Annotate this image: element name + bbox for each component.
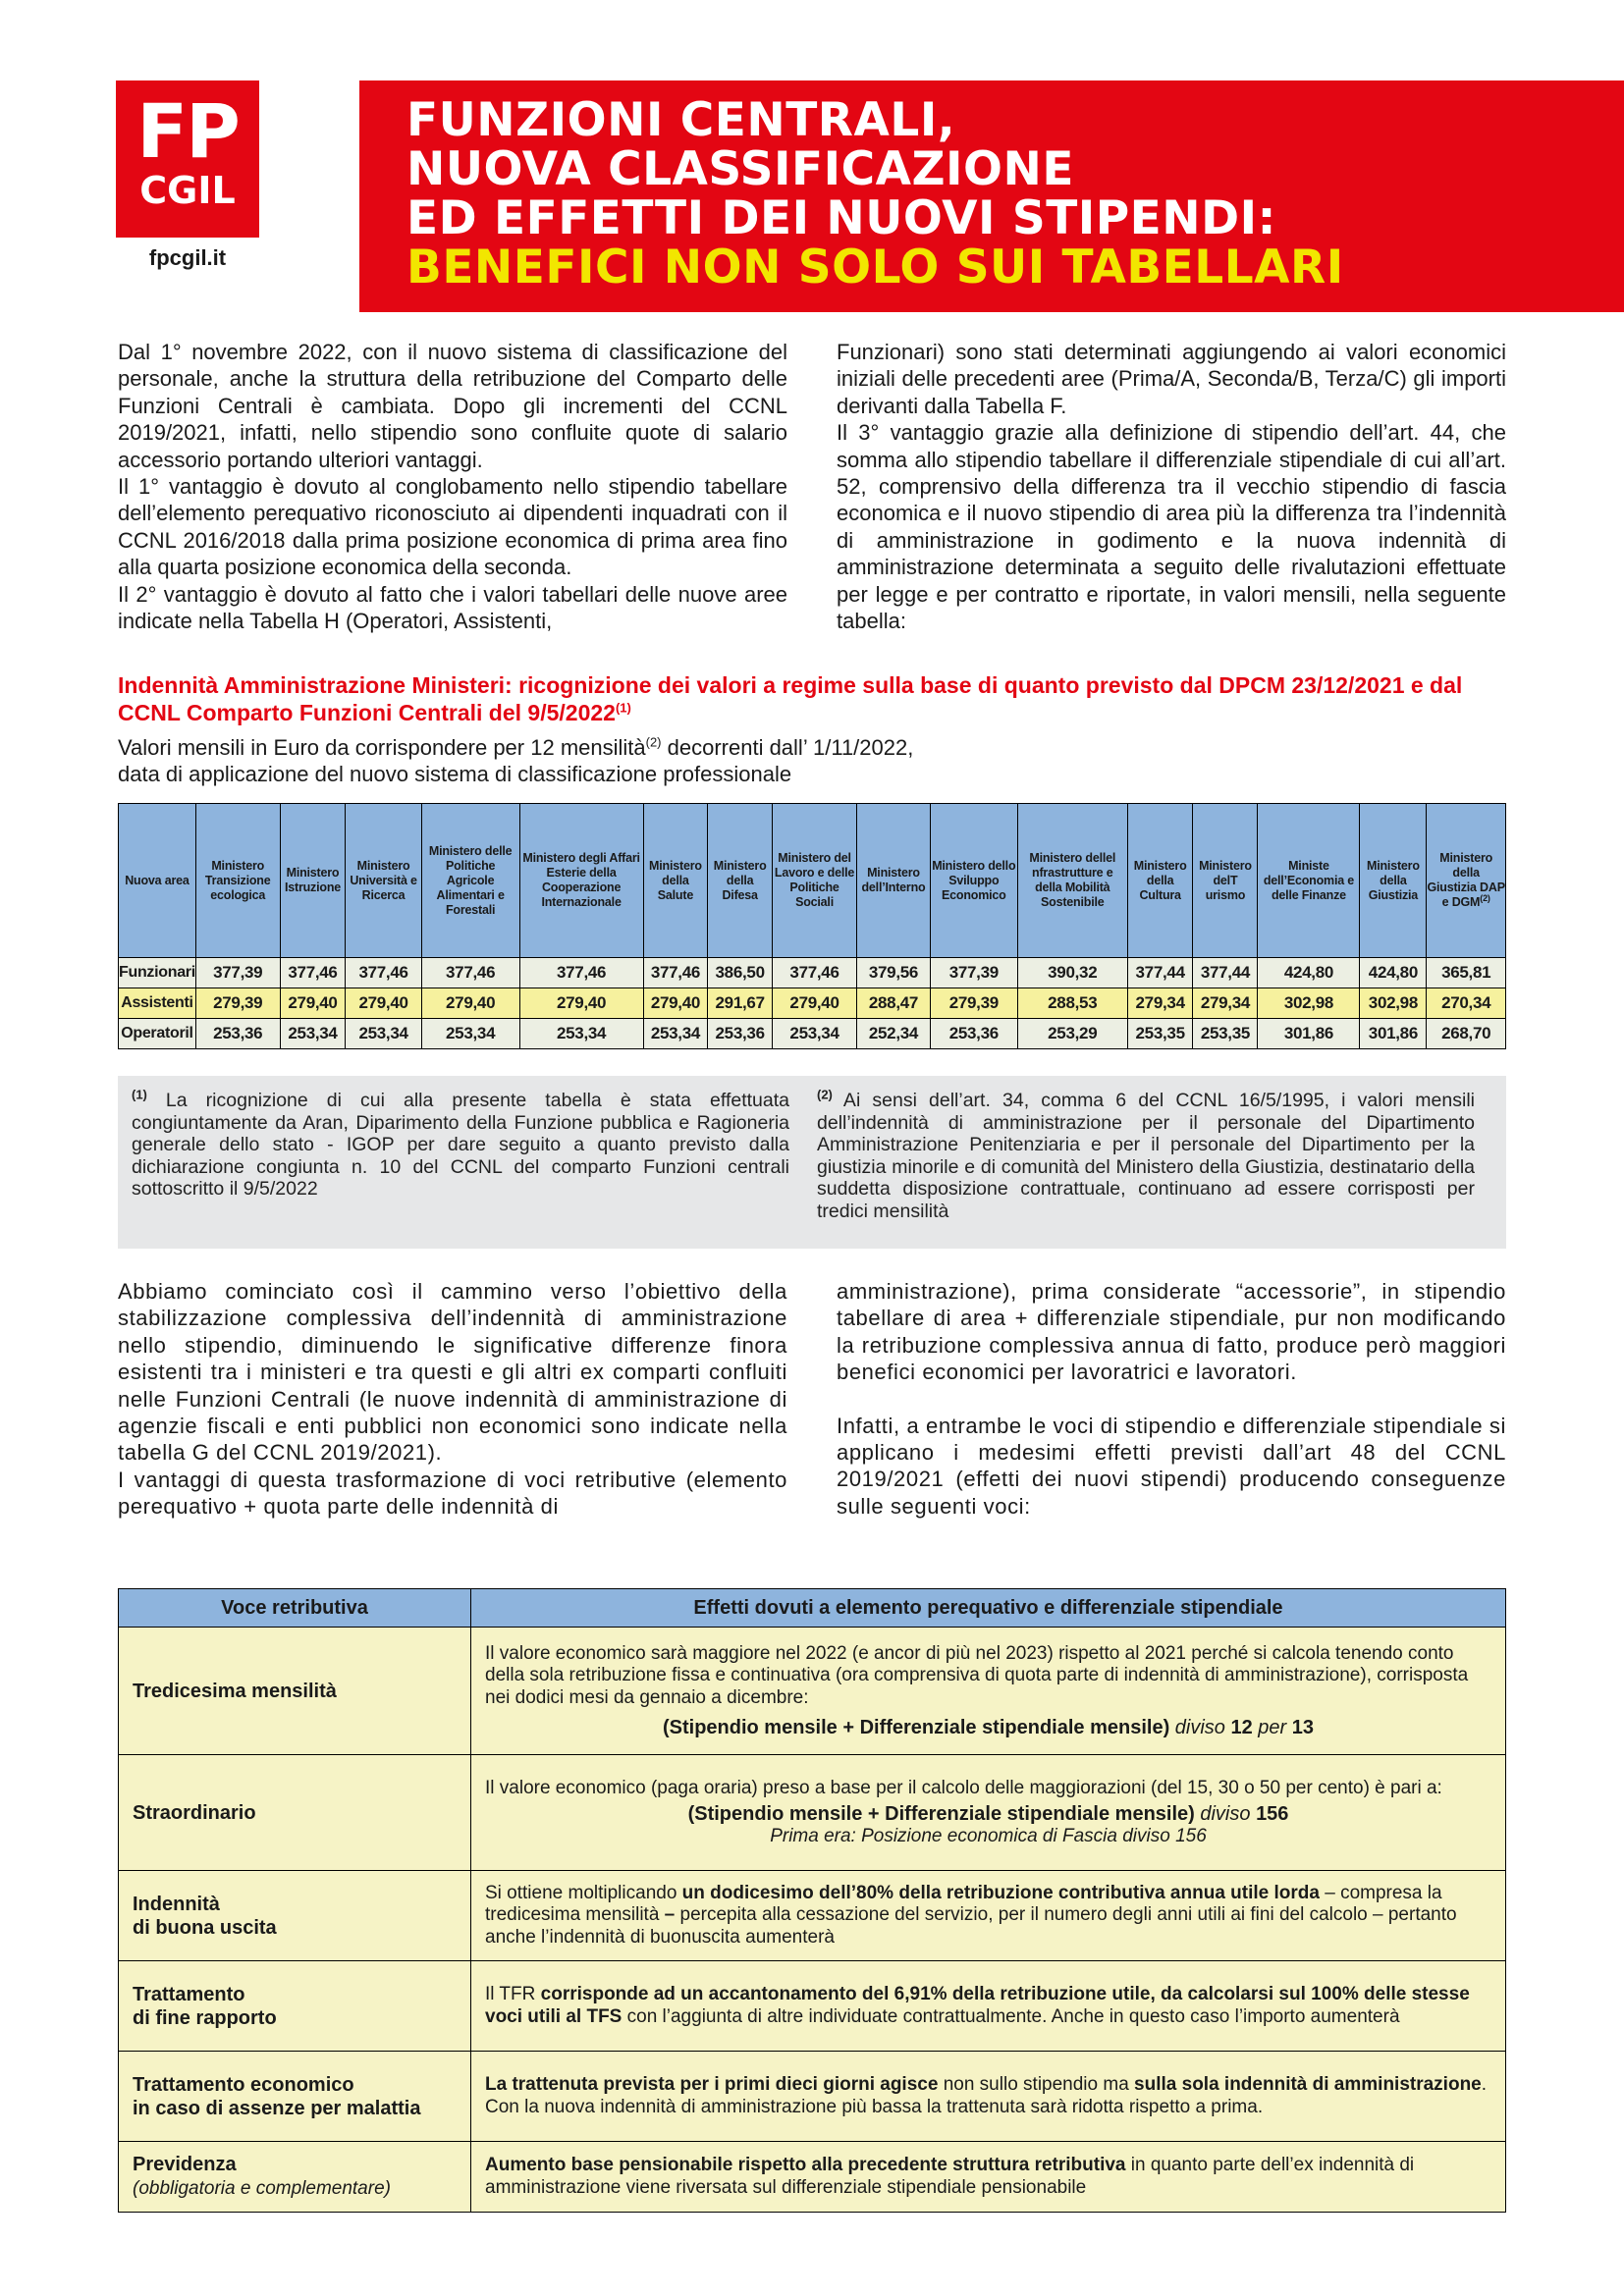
table-cell: 377,44 [1193, 958, 1258, 988]
header-cell [519, 804, 643, 958]
table-cell: 253,34 [643, 1019, 708, 1049]
body-paragraph: amministrazione), prima considerate “accessorie”, in stipendio tabellare di area + differenziale stipendiale, pur non modificando la retribuzione complessiva annua di fatto, produce però maggiori benefici economici per lavoratrici e lavoratori. [837, 1279, 1506, 1385]
header-cell-text: Ministero Istruzione [284, 866, 342, 894]
intro-paragraph: Funzionari) sono stati determinati aggiungendo ai valori economici iniziali delle precedenti aree (Prima/A, Seconda/B, Terza/C) gli importi derivanti dalla Tabella F. [837, 340, 1506, 418]
table-cell: 253,34 [773, 1019, 857, 1049]
header-cell [643, 804, 708, 958]
title-line-1: FUNZIONI CENTRALI, [406, 93, 956, 147]
table-header-row [119, 804, 1506, 958]
table-cell: 253,34 [519, 1019, 643, 1049]
text-run: non sullo stipendio ma [938, 2074, 1135, 2095]
table-cell: 279,40 [773, 988, 857, 1019]
header-cell-text: Ministero della Difesa [713, 858, 767, 902]
formula-note: Prima era: Posizione economica di Fascia diviso 156 [770, 1825, 1207, 1846]
text-run-bold: un dodicesimo dell’80% della retribuzione contributiva annua utile lorda [681, 1882, 1320, 1903]
voce-label-line: in caso di assenze per malattia [133, 2097, 421, 2119]
formula-number: 156 [1256, 1803, 1289, 1826]
table-cell: 377,46 [280, 958, 346, 988]
voce-label [119, 2142, 471, 2213]
intro-paragraph: Il 3° vantaggio grazie alla definizione di stipendio dell’art. 44, che somma allo stipendio tabellare il differenziale stipendiale di cui all’art. 52, comprensivo della differenza tra il vecchio stipendio di fascia economica e il nuovo stipendio di area più la differenza tra l’indennità di amministrazione in godimento e la nuova indennità di amministrazione determinata a seguito delle rivalutazioni effettuate per legge e per contratto e riportate, in valori mensili, nella seguente tabella: [837, 420, 1506, 634]
middle-left-column [118, 1278, 787, 1521]
effect-text [471, 1961, 1506, 2052]
text-run-bold: corrisponde ad un accantonamento del 6,91% della retribuzione utile, da calcolarsi sul 100% delle stesse voci utili al TFS [485, 1984, 1470, 2027]
header-cell: Nuova area [119, 804, 196, 958]
text-run: . [1481, 2074, 1488, 2095]
fp-cgil-logo [116, 80, 259, 238]
formula-bold: (Stipendio mensile + Differenziale stipendiale mensile) [687, 1803, 1195, 1826]
logo-fp-text: FP [136, 87, 239, 175]
site-url: fpcgil.it [148, 245, 227, 270]
voce-label: Tredicesima mensilità [119, 1628, 471, 1755]
table-cell: 270,34 [1427, 988, 1506, 1019]
table-cell: 301,86 [1258, 1019, 1360, 1049]
table-cell: 253,34 [280, 1019, 346, 1049]
header-effetti: Effetti dovuti a elemento perequativo e differenziale stipendiale [471, 1589, 1506, 1628]
voce-label-sub: (obbligatoria e complementare) [133, 2178, 391, 2199]
header-cell [1017, 804, 1127, 958]
table-cell: 377,46 [421, 958, 519, 988]
footnote-text: La ricognizione di cui alla presente tabella è stata effettuata congiuntamente da Aran, Diparimento della Funzione pubblica e Ragioneria generale dello stato - IGOP per dare seguito a quanto previsto dalla dichiarazione congiunta n. 10 del CCNL del comparto Funzioni centrali sottoscritto il 9/5/2022 [132, 1090, 789, 1201]
effect-paragraph: Il valore economico (paga oraria) preso a base per il calcolo delle maggiorazioni (del 15, 30 o 50 per cento) è pari a: [485, 1777, 1442, 1798]
row-tfr [119, 1961, 1506, 2052]
row-previdenza [119, 2142, 1506, 2213]
row-straordinario [119, 1755, 1506, 1871]
body-paragraph: Abbiamo cominciato così il cammino verso l’obiettivo della stabilizzazione complessiva dell’indennità di amministrazione nello stipendio, diminuendo le significative differenze finora esistenti tra i ministeri e tra questi e gli altri ex comparti confluiti nelle Funzioni Centrali (le nuove indennità di amministrazione di agenzie fiscali e enti pubblici non economici sono indicate nella tabella G del CCNL 2019/2021). [118, 1279, 787, 1466]
intro-paragraph: Il 2° vantaggio è dovuto al fatto che i valori tabellari delle nuove aree indicate nella Tabella H (Operatori, Assistenti, [118, 581, 787, 634]
voce-label-line: Indennità [133, 1893, 220, 1915]
header-cell [1193, 804, 1258, 958]
table-cell: 279,34 [1193, 988, 1258, 1019]
header-cell-text: Ministero Università e Ricerca [350, 858, 417, 902]
header-cell-text: Ministero dello Sviluppo Economico [932, 858, 1016, 902]
voce-label [119, 1871, 471, 1961]
header-cell-text: Ministero della Giustizia [1367, 858, 1420, 902]
title-line-3: ED EFFETTI DEI NUOVI STIPENDI: [406, 191, 1276, 245]
voce-label-line: Trattamento [133, 1983, 245, 2005]
table-cell: 301,86 [1360, 1019, 1427, 1049]
header-cell-text: Ministero della Giustizia DAP e DGM [1427, 851, 1505, 909]
table-title-text: Indennità Amministrazione Ministeri: ricognizione dei valori a regime sulla base di quanto previsto dal DPCM 23/12/2021 e dal CCNL Comparto Funzioni Centrali del 9/5/2022 [118, 672, 1463, 725]
footnote-2 [817, 1087, 1475, 1223]
header-cell-text: Ministero dellel nfrastrutture e della Mobilità Sostenibile [1029, 851, 1116, 909]
middle-right-column [837, 1278, 1506, 1520]
table-subtitle [118, 734, 1512, 787]
header-cell [346, 804, 421, 958]
effects-header-row [119, 1589, 1506, 1628]
header-cell-text: Ministero del Lavoro e delle Politiche Sociali [774, 851, 855, 909]
header-cell [1427, 804, 1506, 958]
table-cell: 253,35 [1127, 1019, 1193, 1049]
intro-paragraph: Dal 1° novembre 2022, con il nuovo sistema di classificazione del personale, anche la struttura della retribuzione del Comparto delle Funzioni Centrali è cambiata. Dopo gli incrementi del CCNL 2019/2021, infatti, nello stipendio sono confluite quote di salario accessorio portando ulteriori vantaggi. [118, 340, 787, 472]
header-cell [280, 804, 346, 958]
effect-paragraph: Con la nuova indennità di amministrazione più bassa la trattenuta sarà ridotta rispetto a prima. [485, 2096, 1264, 2117]
table-cell: 291,67 [708, 988, 773, 1019]
header-cell [195, 804, 280, 958]
formula [485, 1803, 1491, 1826]
formula-number: 12 [1230, 1717, 1253, 1738]
table-row [119, 958, 1506, 988]
table-cell: 268,70 [1427, 1019, 1506, 1049]
formula-bold: (Stipendio mensile + Differenziale stipendiale mensile) [662, 1717, 1170, 1738]
table-cell: 279,39 [930, 988, 1017, 1019]
row-tredicesima [119, 1628, 1506, 1755]
effect-paragraph: Il valore economico sarà maggiore nel 2022 (e ancor di più nel 2023) rispetto al 2021 perché si calcola tenendo conto della sola retribuzione fissa e continuativa (ora comprensiva di quota parte di indennità di amministrazione), corrisposta nei dodici mesi da gennaio a dicembre: [485, 1642, 1469, 1708]
table-cell: 253,35 [1193, 1019, 1258, 1049]
title-line-2: NUOVA CLASSIFICAZIONE [406, 142, 1074, 196]
table-cell: 279,34 [1127, 988, 1193, 1019]
table-cell: 386,50 [708, 958, 773, 988]
footnote-1 [132, 1087, 789, 1201]
header-cell-text: Ministero degli Affari Esterie della Cooperazione Internazionale [522, 851, 640, 909]
table-cell: 302,98 [1258, 988, 1360, 1019]
header-cell [1360, 804, 1427, 958]
header-cell-text: Ministero Transizione ecologica [204, 858, 271, 902]
table-cell: 279,40 [519, 988, 643, 1019]
effect-text [471, 1628, 1506, 1755]
header-voce: Voce retributiva [119, 1589, 471, 1628]
footnote-text: Ai sensi dell’art. 34, comma 6 del CCNL 16/5/1995, i valori mensili dell’indennità di amministrazione per il personale del Dipartimento Amministrazione Penitenziaria e per il personale del Dipartimento per la giustizia minorile e di comunità del Ministero della Giustizia, destinatario della suddetta disposizione contrattuale, continuano ad essere corrisposti per tredici mensilità [817, 1090, 1475, 1222]
intro-left-column [118, 339, 787, 634]
table-cell: 252,34 [857, 1019, 931, 1049]
text-run-bold: Aumento base pensionabile rispetto alla precedente struttura retributiva [485, 2155, 1126, 2175]
table-title [118, 671, 1512, 726]
header-cell [421, 804, 519, 958]
text-run: Il TFR [485, 1984, 541, 2004]
table-cell: 379,56 [857, 958, 931, 988]
header-cell-text: Ministero dell’Interno [861, 866, 926, 894]
text-run: con l’aggiunta di altre individuate contrattualmente. Anche in questo caso l’importo aumenterà [622, 2005, 1400, 2027]
voce-label [119, 2052, 471, 2142]
text-run-bold: La trattenuta prevista per i primi dieci giorni agisce [485, 2074, 939, 2095]
voce-label-line: Trattamento economico [133, 2073, 354, 2096]
header-cell [1258, 804, 1360, 958]
effect-paragraph [485, 1984, 1491, 2028]
footnote-mark: (1) [132, 1087, 147, 1102]
row-malattia [119, 2052, 1506, 2142]
text-run: in quanto parte dell’ex indennità di amministrazione viene riversata sul differenziale stipendiale pensionabile [485, 2155, 1415, 2198]
header-cell-text: Ministero della Salute [649, 858, 702, 902]
body-paragraph: I vantaggi di questa trasformazione di voci retributive (elemento perequativo + quota parte delle indennità di [118, 1467, 787, 1520]
table-cell: 377,46 [773, 958, 857, 988]
formula [485, 1717, 1491, 1739]
table-cell: 279,40 [280, 988, 346, 1019]
effect-text [471, 1755, 1506, 1871]
title-banner [359, 80, 1624, 312]
table-cell: 253,34 [421, 1019, 519, 1049]
footnote-ref: (2) [645, 734, 662, 750]
header-cell-text: Ministero delT urismo [1199, 858, 1252, 902]
text-run: percepita alla cessazione del servizio, per il numero degli anni utili ai fini del calcolo – pertanto anche l’indennità di buonuscita aumenterà [485, 1904, 1457, 1948]
effect-paragraph [485, 2155, 1491, 2199]
title-highlight: BENEFICI NON SOLO SUI TABELLARI [406, 240, 1344, 294]
header-cell [773, 804, 857, 958]
voce-label-line: di buona uscita [133, 1916, 277, 1939]
table-cell: 377,39 [930, 958, 1017, 988]
table-cell: 377,46 [346, 958, 421, 988]
header-cell [930, 804, 1017, 958]
effect-text [471, 2142, 1506, 2213]
header-cell [708, 804, 773, 958]
footnote-ref: (2) [1480, 892, 1490, 903]
table-cell: 377,46 [643, 958, 708, 988]
table-cell: 279,40 [421, 988, 519, 1019]
table-cell: 302,98 [1360, 988, 1427, 1019]
voce-label-line: di fine rapporto [133, 2006, 277, 2029]
formula-number: 13 [1291, 1717, 1315, 1738]
table-cell: 365,81 [1427, 958, 1506, 988]
effects-table [118, 1588, 1506, 2213]
subtitle-text: decorrenti dall’ 1/11/2022, [661, 735, 914, 760]
voce-label-line: Previdenza [133, 2154, 237, 2175]
header-cell-text: Ministe dell’Economia e delle Finanze [1263, 858, 1355, 902]
body-paragraph: Infatti, a entrambe le voci di stipendio e differenziale stipendiale si applicano i medesimi effetti previsti dall’art 48 del CCNL 2019/2021 (effetti dei nuovi stipendi) producendo conseguenze sulle seguenti voci: [837, 1413, 1506, 1519]
formula-italic: diviso [1169, 1717, 1231, 1738]
table-cell: 377,46 [519, 958, 643, 988]
table-cell: 253,34 [346, 1019, 421, 1049]
table-cell: 377,39 [195, 958, 280, 988]
table-cell: 377,44 [1127, 958, 1193, 988]
text-run-bold: – [664, 1904, 676, 1926]
text-run-bold: sulla sola indennità di amministrazione [1134, 2074, 1482, 2095]
voce-label: Straordinario [119, 1755, 471, 1871]
table-row [119, 1019, 1506, 1049]
row-buonuscita [119, 1871, 1506, 1961]
subtitle-text: Valori mensili in Euro da corrispondere per 12 mensilità [118, 735, 646, 760]
table-cell: 253,29 [1017, 1019, 1127, 1049]
table-cell: 288,47 [857, 988, 931, 1019]
intro-paragraph: Il 1° vantaggio è dovuto al conglobamento nello stipendio tabellare dell’elemento perequativo riconosciuto ai dipendenti inquadrati con il CCNL 2016/2018 dalla prima posizione economica di prima area fino alla quarta posizione economica della seconda. [118, 474, 787, 580]
effect-text [471, 2052, 1506, 2142]
header-cell [857, 804, 931, 958]
subtitle-text: data di applicazione del nuovo sistema di classificazione professionale [118, 762, 792, 786]
logo-cgil-text: CGIL [139, 169, 236, 212]
effect-text [471, 1871, 1506, 1961]
table-cell: 390,32 [1017, 958, 1127, 988]
row-area-label: Operatoril [119, 1019, 196, 1049]
footnotes-box [118, 1076, 1506, 1249]
table-cell: 279,40 [643, 988, 708, 1019]
header-cell [1127, 804, 1193, 958]
effect-paragraph [485, 2074, 1491, 2097]
table-cell: 253,36 [930, 1019, 1017, 1049]
table-cell: 424,80 [1258, 958, 1360, 988]
ministry-table [118, 803, 1506, 1049]
table-cell: 253,36 [195, 1019, 280, 1049]
table-cell: 288,53 [1017, 988, 1127, 1019]
text-run: Si ottiene moltiplicando [485, 1882, 682, 1903]
text-run: – compresa la tredicesima mensilità [485, 1882, 1442, 1926]
table-cell: 253,36 [708, 1019, 773, 1049]
voce-label [119, 1961, 471, 2052]
table-cell: 279,40 [346, 988, 421, 1019]
formula-italic: per [1252, 1717, 1292, 1738]
row-area-label: Assistenti [119, 988, 196, 1019]
intro-right-column [837, 339, 1506, 634]
footnote-ref: (1) [615, 700, 631, 716]
table-cell: 424,80 [1360, 958, 1427, 988]
header-cell-text: Ministero della Cultura [1133, 858, 1187, 902]
header-cell-text: Ministero delle Politiche Agricole Alimentari e Forestali [428, 843, 513, 917]
table-row [119, 988, 1506, 1019]
formula-italic: diviso [1194, 1803, 1257, 1826]
footnote-mark: (2) [817, 1087, 833, 1102]
table-cell: 279,39 [195, 988, 280, 1019]
effect-paragraph [485, 1883, 1491, 1949]
row-area-label: Funzionari [119, 958, 196, 988]
